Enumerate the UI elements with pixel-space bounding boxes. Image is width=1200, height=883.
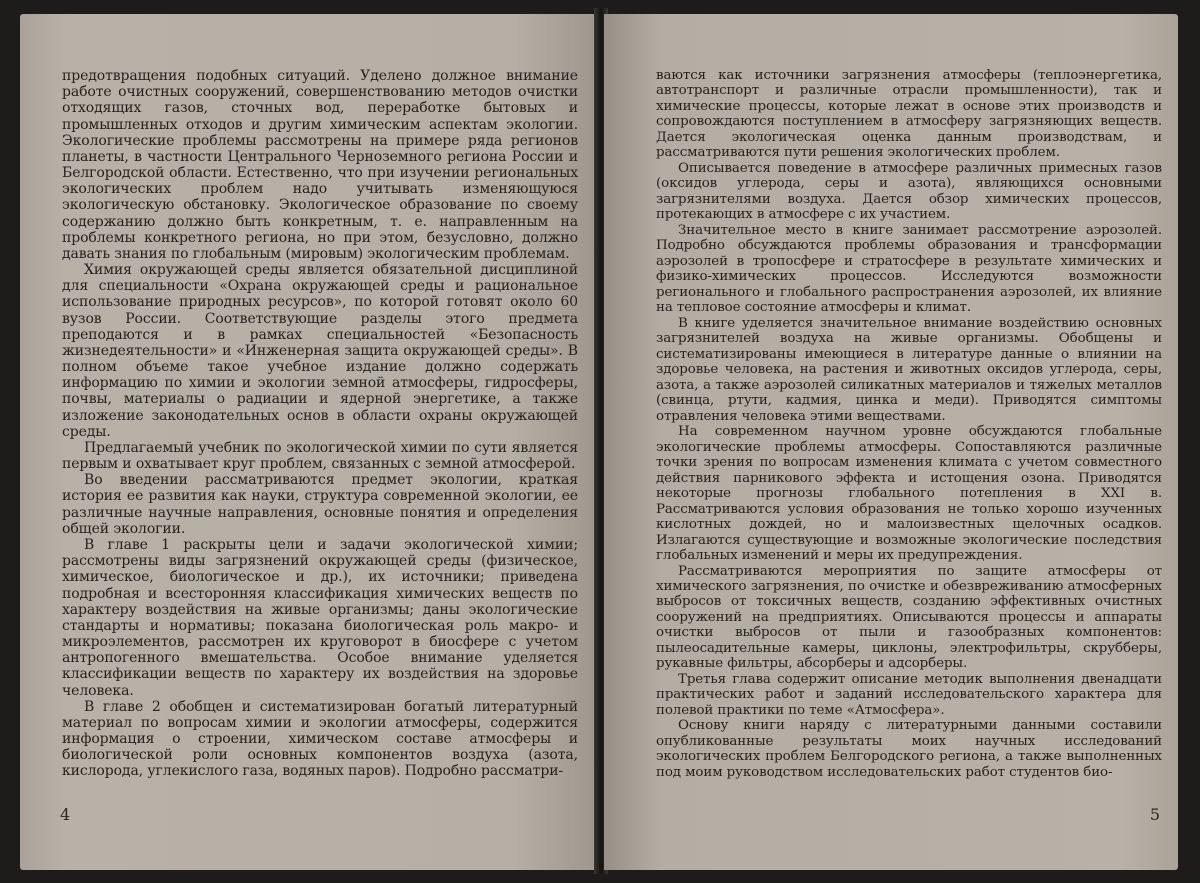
paragraph: Во введении рассматриваются предмет экологии, краткая история ее развития как науки, структура современной экологии, ее различные научные направления, основные понятия и определения общей экологии. <box>62 472 578 537</box>
paragraph: ваются как источники загрязнения атмосферы (теплоэнергетика, автотранспорт и различные отрасли промышленности), так и химические процессы, которые лежат в основе этих производств и сопровождаются поступлением в атмосферу загрязняющих веществ. Дается экологическая оценка данным производствам, и рассматриваются пути решения экологических проблем. <box>656 68 1162 161</box>
paragraph: В главе 2 обобщен и систематизирован богатый литературный материал по вопросам химии и экологии атмосферы, содержится информация о строении, химическом составе атмосферы и биологической роли основных компонентов воздуха (азота, кислорода, углекислого газа, водяных паров). Подробно рассматри- <box>62 698 578 780</box>
paragraph: Основу книги наряду с литературными данными составили опубликованные результаты моих научных исследований экологических проблем Белгородского региона, а также выполненных под моим руководством исследовательских работ студентов био- <box>656 718 1162 780</box>
paragraph: Третья глава содержит описание методик выполнения двенадцати практических работ и заданий исследовательского характера для полевой практики по теме «Атмосфера». <box>656 671 1162 718</box>
paragraph: Рассматриваются мероприятия по защите атмосферы от химического загрязнения, по очистке и обезвреживанию атмосферных выбросов от токсичных веществ, созданию эффективных очистных сооружений на предприятиях. Описываются процессы и аппараты очистки выбросов от пыли и газообразных компонентов: пылеосадительные камеры, циклоны, электрофильтры, скрубберы, рукавные фильтры, абсорберы и адсорберы. <box>656 563 1162 672</box>
left-page <box>20 14 598 870</box>
page-number: 5 <box>1149 805 1160 824</box>
page-number: 4 <box>60 805 71 824</box>
paragraph: Предлагаемый учебник по экологической химии по сути является первым и охватывает круг проблем, связанных с земной атмосферой. <box>62 439 578 473</box>
paragraph: В главе 1 раскрыты цели и задачи экологической химии; рассмотрены виды загрязнений окружающей среды (физическое, химическое, биологическое и др.), их источники; приведена подробная и всесторонняя классификация химических веществ по характеру воздействия на живые организмы; даны экологические стандарты и нормативы; показана биологическая роль макро- и микроэлементов, рассмотрен их круговорот в биосфере с учетом антропогенного вмешательства. Особое внимание уделяется классификации веществ по характеру их воздействия на здоровье человека. <box>62 536 578 699</box>
right-page-text <box>656 68 1162 780</box>
left-page-text <box>62 68 578 780</box>
paragraph: В книге уделяется значительное внимание воздействию основных загрязнителей воздуха на живые организмы. Обобщены и систематизированы имеющиеся в литературе данные о влиянии на здоровье человека, на растения и животных оксидов углерода, серы, азота, а также аэрозолей силикатных материалов и тяжелых металлов (свинца, ртути, кадмия, цинка и меди). Приводятся симптомы отравления человека этими веществами. <box>656 315 1162 424</box>
right-page <box>604 14 1178 870</box>
paragraph: Описывается поведение в атмосфере различных примесных газов (оксидов углерода, серы и азота), являющихся основными загрязнителями воздуха. Дается обзор химических процессов, протекающих в атмосфере с их участием. <box>656 160 1162 223</box>
paragraph: Химия окружающей среды является обязательной дисциплиной для специальности «Охрана окружающей среды и рациональное использование природных ресурсов», по которой готовят около 60 вузов России. Соответствующие разделы этого предмета преподаются и в рамках специальностей «Безопасность жизнедеятельности» и «Инженерная защита окружающей среды». В полном объеме такое учебное издание должно содержать информацию по химии и экологии земной атмосферы, гидросферы, почвы, материалы о радиации и ядерной энергетике, а также изложение законодательных основ в области охраны окружающей среды. <box>62 262 578 440</box>
paragraph: предотвращения подобных ситуаций. Уделено должное внимание работе очистных сооружений, совершенствованию методов очистки отходящих газов, сточных вод, переработке бытовых и промышленных отходов и другим химическим аспектам экологии. Экологические проблемы рассмотрены на примере ряда регионов планеты, в частности Центрального Черноземного региона России и Белгородской области. Естественно, что при изучении региональных экологических проблем надо учитывать изменяющуюся экологическую обстановку. Экологическое образование по своему содержанию должно быть конкретным, т. е. направленным на проблемы конкретного региона, но при этом, безусловно, должно давать знания по глобальным (мировым) экологическим проблемам. <box>62 68 578 262</box>
paragraph: На современном научном уровне обсуждаются глобальные экологические проблемы атмосферы. Сопоставляются различные точки зрения по вопросам изменения климата с учетом совместного действия парникового эффекта и истощения озона. Приводятся некоторые прогнозы глобального потепления в XXI в. Рассматриваются условия образования не только хорошо изученных кислотных дождей, но и малоизвестных щелочных осадков. Излагаются существующие и возможные экологические последствия глобальных изменений и меры их предупреждения. <box>656 424 1162 564</box>
paragraph: Значительное место в книге занимает рассмотрение аэрозолей. Подробно обсуждаются проблемы образования и трансформации аэрозолей в тропосфере и стратосфере в результате химических и физико-химических процессов. Исследуются возможности регионального и глобального распространения аэрозолей, их влияние на тепловое состояние атмосферы и климат. <box>656 222 1162 316</box>
